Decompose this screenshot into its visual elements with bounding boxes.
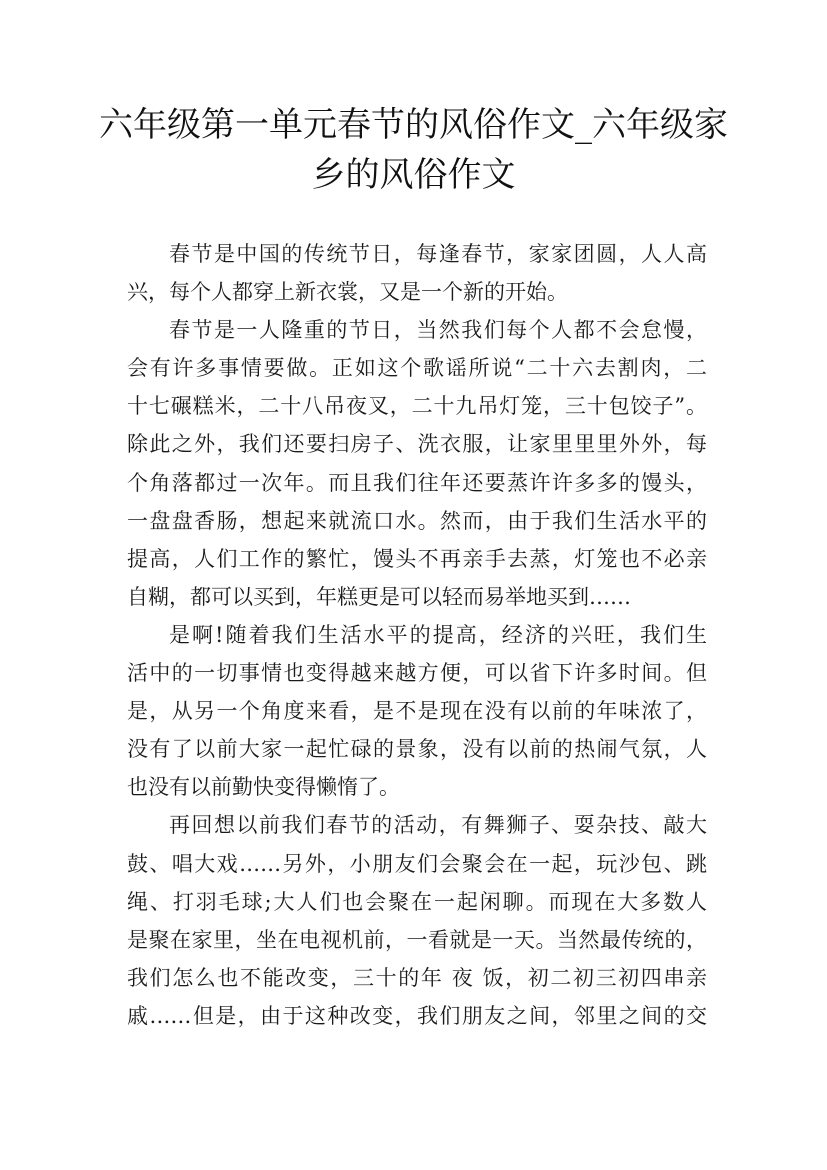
text-line: 活中的一切事情也变得越来越方便，可以省下许多时间。但 — [127, 661, 707, 686]
text-line: 再回想以前我们春节的活动，有舞狮子、耍杂技、敲大 — [169, 813, 707, 838]
text-line: 我们怎么也不能改变，三十的年 夜 饭，初二初三初四串亲 — [127, 965, 707, 990]
text-line: 也没有以前勤快变得懒惰了。 — [127, 775, 400, 800]
text-line: 提高，人们工作的繁忙，馒头不再亲手去蒸，灯笼也不必亲 — [127, 546, 707, 571]
text-line: 是，从另一个角度来看，是不是现在没有以前的年味浓了， — [127, 699, 707, 724]
text-line: 绳、打羽毛球;大人们也会聚在一起闲聊。而现在大多数人 — [127, 889, 707, 914]
text-line: 戚……但是，由于这种改变，我们朋友之间，邻里之间的交 — [127, 1003, 707, 1028]
text-line: 春节是中国的传统节日，每逢春节，家家团圆，人人高 — [169, 242, 707, 266]
paragraph — [127, 235, 707, 311]
text-line: 没有了以前大家一起忙碌的景象，没有以前的热闹气氛，人 — [127, 737, 707, 762]
text-line: 鼓、唱大戏……另外，小朋友们会聚会在一起，玩沙包、跳 — [127, 851, 707, 876]
document-body — [127, 235, 707, 1035]
document-title — [0, 100, 827, 200]
paragraph — [127, 806, 707, 1035]
title-line: 六年级第一单元春节的风俗作文_六年级家 — [99, 105, 728, 145]
text-line: 十七碾糕米，二十八吊夜叉，二十九吊灯笼，三十包饺子”。 — [127, 394, 707, 419]
text-line: 会有许多事情要做。正如这个歌谣所说“二十六去割肉，二 — [127, 356, 707, 381]
text-line: 自糊，都可以买到，年糕更是可以轻而易举地买到…… — [127, 584, 631, 609]
paragraph — [127, 616, 707, 806]
text-line: 是聚在家里，坐在电视机前，一看就是一天。当然最传统的， — [127, 927, 707, 952]
text-line: 春节是一人隆重的节日，当然我们每个人都不会怠慢， — [169, 318, 707, 343]
paragraph — [127, 311, 707, 616]
text-line: 一盘盘香肠，想起来就流口水。然而，由于我们生活水平的 — [127, 508, 707, 533]
text-line: 除此之外，我们还要扫房子、洗衣服，让家里里里外外，每 — [127, 432, 707, 457]
text-line: 个角落都过一次年。而且我们往年还要蒸许许多多的馒头， — [127, 470, 707, 495]
text-line: 兴，每个人都穿上新衣裳，又是一个新的开始。 — [127, 280, 568, 305]
text-line: 是啊!随着我们生活水平的提高，经济的兴旺，我们生 — [169, 622, 707, 647]
title-line: 乡的风俗作文 — [311, 155, 516, 195]
